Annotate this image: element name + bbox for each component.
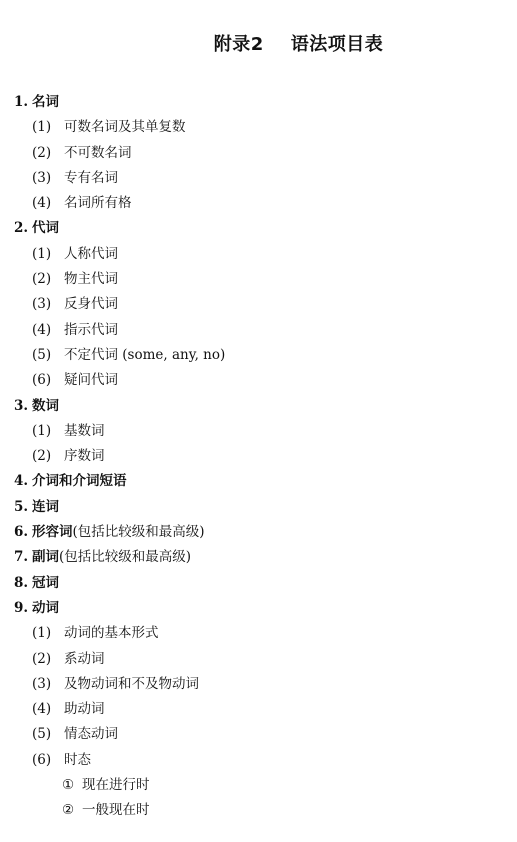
section-heading [14,216,504,241]
item-number: (4) [32,195,52,212]
outline-item [14,748,504,773]
item-label: 一般现在时 [82,802,150,819]
item-label: 连词 [32,498,59,515]
section-heading [14,495,504,520]
item-note: (包括比较级和最高级) [72,524,205,541]
item-number: (5) [32,726,52,743]
item-label: 可数名词及其单复数 [64,119,186,136]
section-heading [14,394,504,419]
item-label: 专有名词 [64,169,118,186]
item-number: (1) [32,422,52,439]
section-heading [14,596,504,621]
item-number: (4) [32,701,52,718]
item-label: 动词的基本形式 [64,625,159,642]
item-number: (3) [32,169,52,186]
item-number: 4. [14,473,29,490]
outline-item [14,419,504,444]
outline-item [14,722,504,747]
item-number: (1) [32,245,52,262]
item-label: 疑问代词 [64,372,118,389]
item-label: 冠词 [32,574,59,591]
outline-subitem [14,798,504,823]
item-number: (6) [32,751,52,768]
item-label: 动词 [32,599,59,616]
outline-item [14,318,504,343]
item-label: 人称代词 [64,245,118,262]
section-heading [14,545,504,570]
item-number: (2) [32,448,52,465]
item-number: 3. [14,397,29,414]
item-label: 代词 [32,220,59,237]
section-heading [14,520,504,545]
outline-item [14,672,504,697]
item-label: 现在进行时 [82,777,150,794]
page-title: 附录2 语法项目表 [213,34,384,55]
item-number: (2) [32,271,52,288]
item-number: (4) [32,321,52,338]
item-label: 不定代词 (some, any, no) [64,346,226,363]
item-label: 时态 [64,751,91,768]
item-label: 介词和介词短语 [32,473,127,490]
outline-item [14,292,504,317]
item-number: (6) [32,372,52,389]
item-number: 8. [14,574,29,591]
section-heading [14,90,504,115]
item-label: 助动词 [64,701,105,718]
item-label: 形容词 [32,524,73,541]
section-heading [14,469,504,494]
item-number: (2) [32,144,52,161]
item-label: 数词 [32,397,59,414]
outline-item [14,621,504,646]
outline-item [14,343,504,368]
outline-item [14,166,504,191]
outline-item [14,647,504,672]
item-label: 副词 [32,549,59,566]
outline-item [14,368,504,393]
item-label: 指示代词 [64,321,118,338]
outline-item [14,242,504,267]
outline-item [14,697,504,722]
item-label: 不可数名词 [64,144,132,161]
outline-item [14,141,504,166]
section-heading [14,571,504,596]
outline-item [14,267,504,292]
outline-subitem [14,773,504,798]
item-label: 名词所有格 [64,195,132,212]
item-number: 2. [14,220,29,237]
item-number: (5) [32,346,52,363]
item-label: 情态动词 [64,726,118,743]
item-number: 1. [14,94,29,110]
item-number: 7. [14,549,29,566]
outline-item [14,115,504,140]
item-number: (2) [32,650,52,667]
item-note: (包括比较级和最高级) [59,549,192,566]
item-label: 序数词 [64,448,105,465]
item-label: 反身代词 [64,296,118,313]
item-number: 5. [14,498,29,515]
item-number: (3) [32,675,52,692]
item-label: 系动词 [64,650,105,667]
outline-item [14,444,504,469]
item-label: 基数词 [64,422,105,439]
grammar-outline [14,90,504,824]
item-number: ① [62,777,75,794]
item-label: 及物动词和不及物动词 [64,675,199,692]
item-number: (1) [32,625,52,642]
outline-item [14,191,504,216]
item-label: 名词 [32,94,59,110]
item-label: 物主代词 [64,271,118,288]
item-number: 9. [14,599,29,616]
item-number: (1) [32,119,52,136]
item-number: 6. [14,524,29,541]
item-number: (3) [32,296,52,313]
item-number: ② [62,802,75,819]
